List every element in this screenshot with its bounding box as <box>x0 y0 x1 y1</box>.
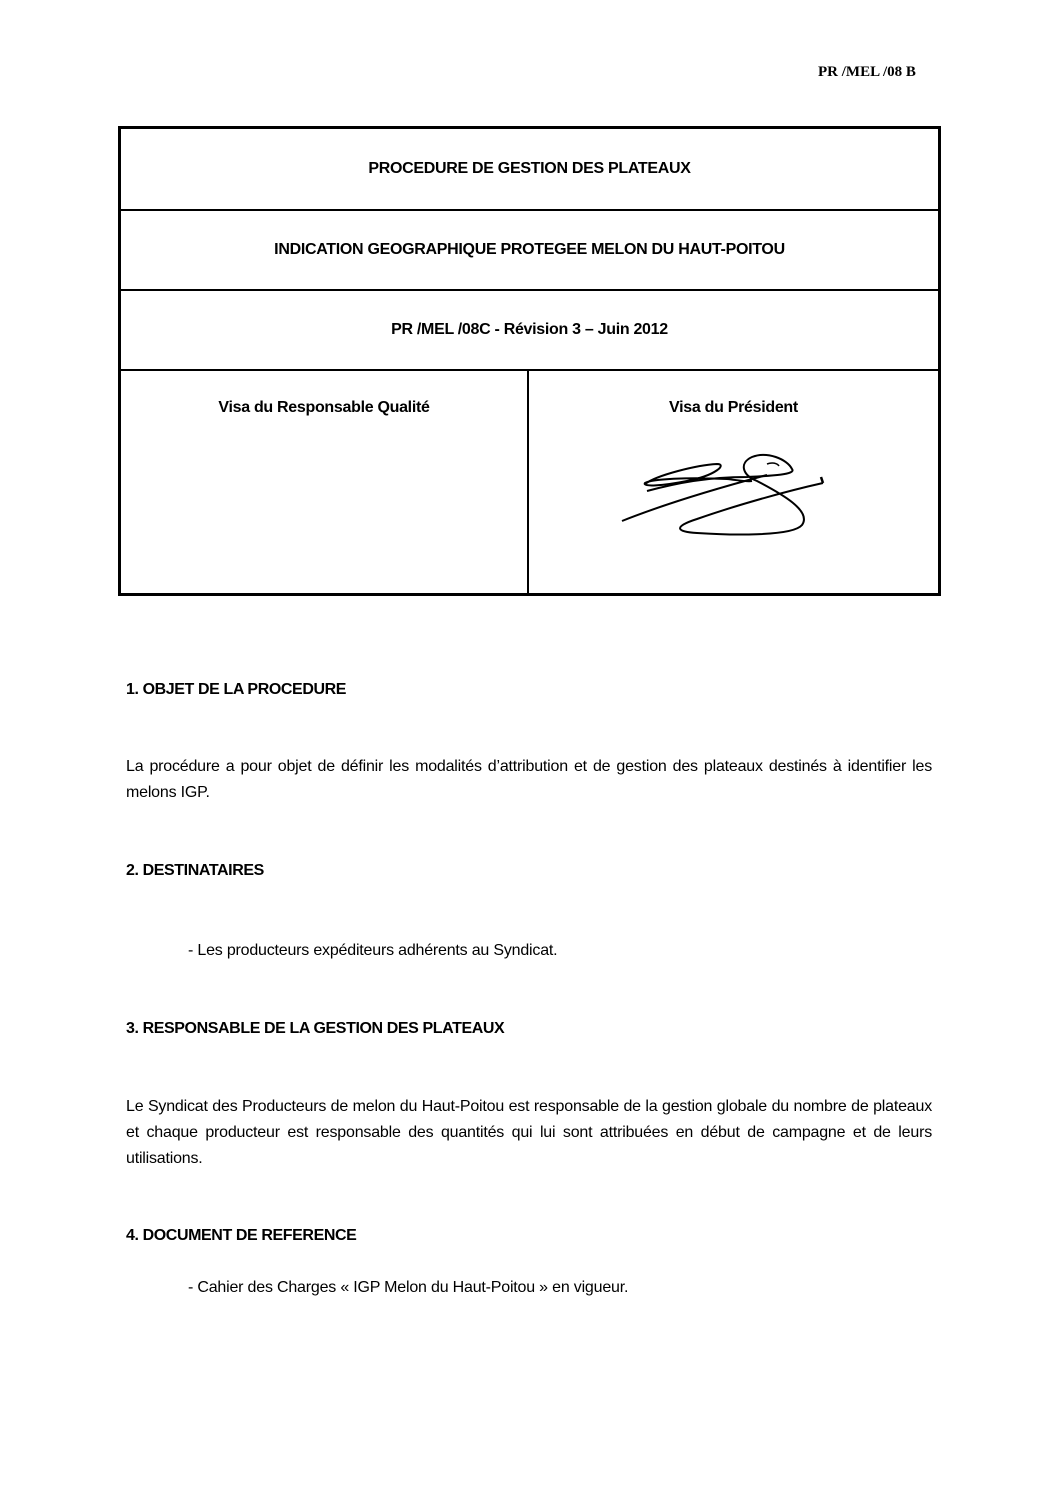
visa-quality-cell <box>121 371 529 593</box>
section-4-bullet: - Cahier des Charges « IGP Melon du Haut-Poitou » en vigueur. <box>188 1279 629 1296</box>
section-1-text: La procédure a pour objet de définir les modalités d’attribution et de gestion des plateaux destinés à identifier les melons IGP. <box>126 758 932 801</box>
procedure-title-row <box>121 129 938 211</box>
visa-row <box>121 371 938 593</box>
section-4-heading: 4. DOCUMENT DE REFERENCE <box>126 1227 357 1244</box>
president-signature-icon <box>617 439 832 539</box>
section-2-heading: 2. DESTINATAIRES <box>126 862 264 879</box>
section-1-heading: 1. OBJET DE LA PROCEDURE <box>126 681 347 698</box>
document-reference: PR /MEL /08 B <box>818 64 916 80</box>
visa-president-cell <box>529 371 938 593</box>
igp-subtitle-row <box>121 211 938 291</box>
revision-row <box>121 291 938 371</box>
igp-subtitle: INDICATION GEOGRAPHIQUE PROTEGEE MELON DU HAUT-POITOU <box>274 241 785 258</box>
visa-president-label: Visa du Président <box>669 399 798 416</box>
procedure-title: PROCEDURE DE GESTION DES PLATEAUX <box>368 160 691 177</box>
section-2-bullet: - Les producteurs expéditeurs adhérents au Syndicat. <box>188 942 558 959</box>
revision-label: PR /MEL /08C - Révision 3 – Juin 2012 <box>391 321 668 338</box>
visa-quality-label: Visa du Responsable Qualité <box>218 399 430 416</box>
section-3-heading: 3. RESPONSABLE DE LA GESTION DES PLATEAUX <box>126 1020 505 1037</box>
section-3-text: Le Syndicat des Producteurs de melon du Haut-Poitou est responsable de la gestion globale du nombre de plateaux et chaque producteur est responsable des quantités qui lui sont attribuées en début de campagne et de leurs utilisations. <box>126 1098 932 1167</box>
header-table <box>118 126 941 596</box>
